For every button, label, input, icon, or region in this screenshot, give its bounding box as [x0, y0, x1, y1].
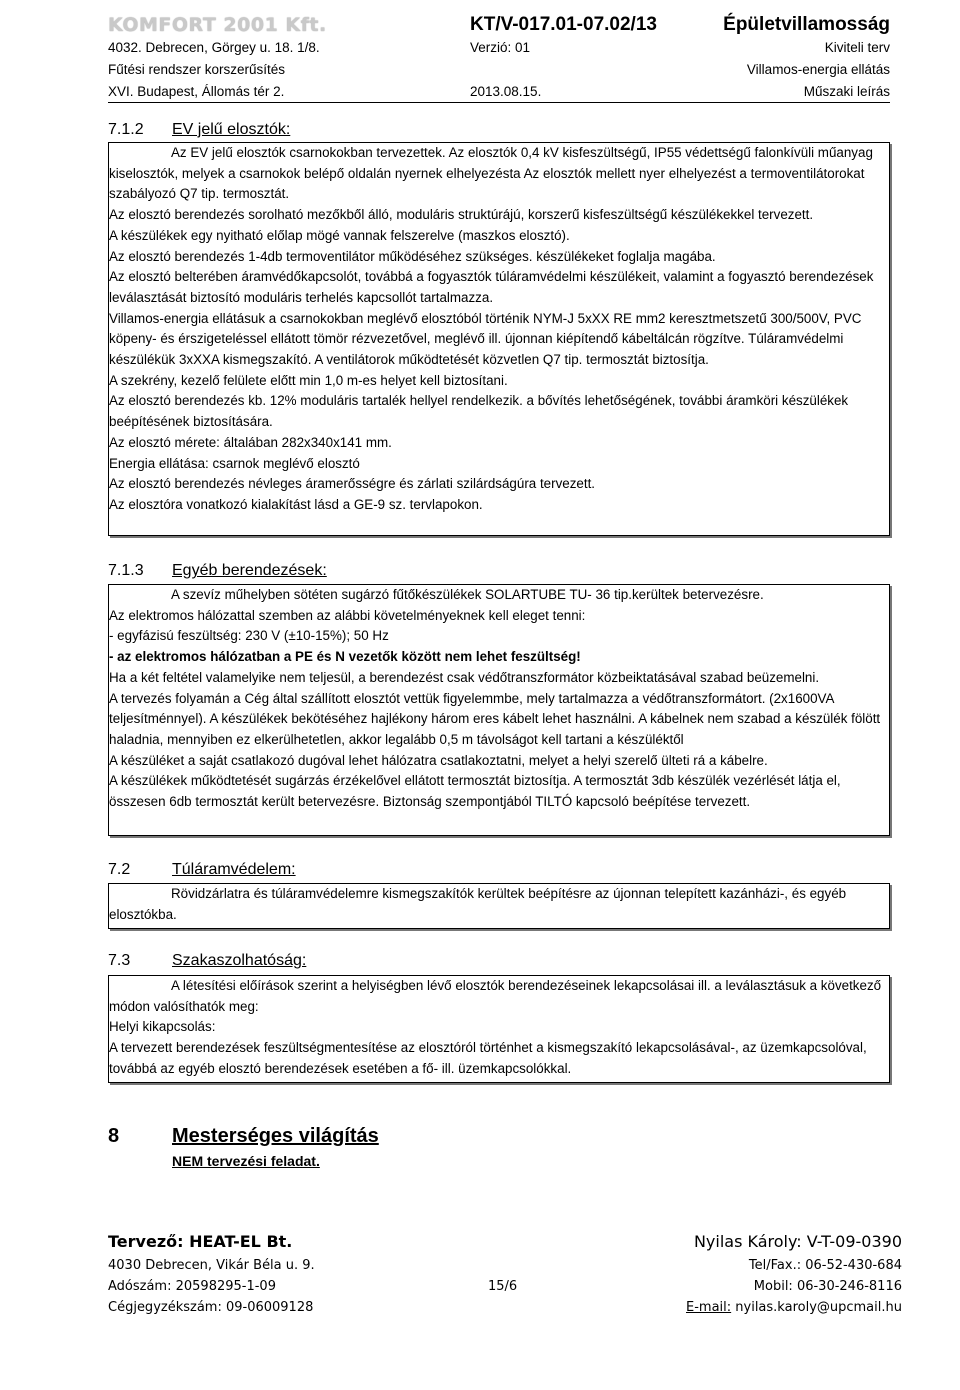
- header-divider: [108, 102, 890, 103]
- section-712-box: [108, 142, 890, 536]
- paragraph: Az elosztó belterében áramvédőkapcsolót, továbbá a fogyasztók túláramvédelmi készülékeit, valamint a fogyasztó berendezések leválasztását biztosító moduláris terhelés kapcsollót tartalmazza.: [109, 269, 874, 305]
- paragraph: A tervezés folyamán a Cég által szállított elosztót vettük figyelemmbe, mely tartalmazza a védőtranszformátort. (2x1600VA teljesítménnyel). A készülékek bekötéséhez hajlékony három eres kábelt lehet használni. A kábelnek nem szabad a készülék fölött haladnia, mennyiben ez elkerülhetetlen, akkor legalább 0,5 m távolságot kell tartani a készüléktől: [109, 690, 881, 747]
- mobile-number: Mobil: 06-30-246-8116: [753, 1279, 902, 1294]
- page-number: 15/6: [488, 1279, 518, 1294]
- paragraph: - egyfázisú feszültség: 230 V (±10-15%); 50 Hz: [109, 628, 389, 644]
- paragraph: A létesítési előírások szerint a helyiségben lévő elosztók berendezéseinek lekapcsolásai ill. a leválasztásuk a következő módon valósíthatók meg:: [109, 978, 882, 1014]
- document-type: Műszaki leírás: [803, 84, 890, 99]
- header-row-2: [108, 38, 890, 58]
- company-logo-text: KOMFORT 2001 Kft.: [108, 14, 327, 36]
- paragraph: Az elosztó berendezés sorolható mezőkből álló, moduláris struktúrájú, korszerű kisfeszültségű készülékekkel tervezett.: [109, 207, 814, 223]
- subject-name: Villamos-energia ellátás: [746, 62, 890, 77]
- section-title: Egyéb berendezések:: [172, 562, 327, 579]
- plan-type: Kiviteli terv: [824, 40, 890, 55]
- section-number: 7.1.2: [108, 121, 144, 138]
- section-72-box: [108, 883, 890, 929]
- warning-paragraph: - az elektromos hálózatban a PE és N vezetők között nem lehet feszültség!: [109, 649, 581, 665]
- section-8-note: NEM tervezési feladat.: [172, 1153, 320, 1169]
- paragraph: Helyi kikapcsolás:: [109, 1019, 216, 1035]
- section-73-box: [108, 975, 890, 1083]
- footer-row-2: [108, 1256, 902, 1276]
- document-date: 2013.08.15.: [470, 84, 542, 99]
- footer-row-4: [108, 1298, 902, 1318]
- section-8-heading: [108, 1125, 379, 1148]
- paragraph: A szekrény, kezelő felülete előtt min 1,0 m-es helyet kell biztosítani.: [109, 372, 508, 388]
- email-address[interactable]: nyilas.karoly@upcmail.hu: [731, 1300, 902, 1315]
- paragraph: A tervezett berendezések feszültségmentesítése az elosztóról történhet a kismegszakító lekapcsolásával-, az üzemkapcsolóval, továbbá az egyéb elosztó berendezések esetében a fő- ill. üzemkapcsolókkal.: [109, 1040, 867, 1076]
- header-row-3: [108, 60, 890, 80]
- footer-row-3: [108, 1277, 902, 1297]
- section-713-box: [108, 584, 890, 836]
- section-title: Mesterséges világítás: [172, 1125, 379, 1147]
- paragraph: Energia ellátása: csarnok meglévő elosztó: [109, 455, 360, 471]
- section-number: 7.2: [108, 861, 131, 878]
- section-number: 7.1.3: [108, 562, 144, 579]
- designer-company: Tervező: HEAT-EL Bt.: [108, 1232, 293, 1251]
- paragraph: Rövidzárlatra és túláramvédelemre kismegszakítók kerültek beépítésre az újonnan telepített kazánházi-, és egyéb elosztókba.: [109, 886, 847, 922]
- discipline-title: Épületvillamosság: [723, 14, 890, 35]
- paragraph: Az elektromos hálózattal szemben az alábbi követelményeknek kell eleget tenni:: [109, 607, 586, 623]
- project-name: Fűtési rendszer korszerűsítés: [108, 62, 286, 77]
- paragraph: A készüléket a saját csatlakozó dugóval lehet hálózatra csatlakoztatni, melyet a helyi szerelő ülteti rá a kábelre.: [109, 752, 768, 768]
- section-number: 8: [108, 1125, 120, 1147]
- paragraph: A készülékek működtetését sugárzás érzékelővel ellátott termosztát biztosítja. A termosztát 3db készülék vezérlését látja el, összesen 6db termosztát került betervezésre. Biztonság szempontjából TILTÓ kapcsoló beépítése tervezett.: [109, 773, 841, 810]
- paragraph: Az elosztó mérete: általában 282x340x141 mm.: [109, 434, 392, 450]
- document-id: KT/V-017.01-07.02/13: [470, 14, 657, 35]
- header-row-1: [108, 12, 890, 38]
- paragraph: Az elosztó berendezés 1-4db termoventilátor működéséhez szükséges. készülékeket foglalja magába.: [109, 248, 716, 264]
- section-712-heading: [108, 120, 290, 140]
- section-713-heading: [108, 561, 327, 581]
- email-label: E-mail:: [686, 1300, 732, 1315]
- designer-address: 4030 Debrecen, Vikár Béla u. 9.: [108, 1258, 315, 1273]
- paragraph: Villamos-energia ellátásuk a csarnokokban meglévő elosztóból történik NYM-J 5xXX RE mm2 keresztmetszetű 300/500V, PVC köpeny- és érszigeteléssel ellátott tömör rézvezetővel, meglévő ill. újonnan kiépítendő kábeltálcán rögzítve. Túláramvédelmi készülékük 3xXXA kismegszakító. A ventilátorok működtetését közvetlen Q7 tip. termosztát biztosítja.: [109, 310, 862, 368]
- paragraph: A készülékek egy nyitható előlap mögé vannak felszerelve (maszkos elosztó).: [109, 227, 570, 243]
- tax-number: Adószám: 20598295-1-09: [108, 1279, 276, 1294]
- site-address: XVI. Budapest, Állomás tér 2.: [108, 84, 285, 99]
- paragraph: Az elosztó berendezés kb. 12% moduláris tartalék hellyel rendelkezik. a bővítés lehetőségének, további áramköri készülékek beépítésének biztosítására.: [109, 393, 849, 430]
- section-title: Túláramvédelem:: [172, 861, 296, 878]
- section-title: Szakaszolhatóság:: [172, 952, 307, 969]
- version-label: Verzió: 01: [470, 40, 531, 55]
- paragraph: A szevíz műhelyben sötéten sugárzó fűtőkészülékek SOLARTUBE TU- 36 tip.kerültek betervezésre.: [171, 587, 764, 602]
- section-number: 7.3: [108, 952, 131, 969]
- tel-fax: Tel/Fax.: 06-52-430-684: [748, 1258, 902, 1273]
- paragraph: Az EV jelű elosztók csarnokokban tervezettek. Az elosztók 0,4 kV kisfeszültségű, IP55 védettségű falonkívüli műanyag kiselosztók, melyek a csarnokok belépő oldalán nyernek elhelyezésta Az elosztók mellett nyer elhelyezést a termoventilátorokat szabályozó Q7 tip. termosztát.: [109, 145, 873, 202]
- header-row-4: [108, 82, 890, 102]
- paragraph: Ha a két feltétel valamelyike nem teljesül, a berendezést csak védőtranszformátor közbeiktatásával szabad beüzemelni.: [109, 669, 820, 685]
- section-73-heading: [108, 951, 306, 971]
- paragraph: Az elosztó berendezés névleges áramerősségre és zárlati szilárdságúra tervezett.: [109, 476, 596, 492]
- company-address: 4032. Debrecen, Görgey u. 18. 1/8.: [108, 40, 320, 55]
- section-72-heading: [108, 860, 296, 880]
- registration-number: Cégjegyzékszám: 09-06009128: [108, 1300, 314, 1315]
- engineer-name: Nyilas Károly: V-T-09-0390: [693, 1232, 902, 1251]
- footer-row-1: [108, 1230, 902, 1254]
- paragraph: Az elosztóra vonatkozó kialakítást lásd a GE-9 sz. tervlapokon.: [109, 496, 483, 512]
- section-title: EV jelű elosztók:: [172, 121, 291, 138]
- email-contact: [686, 1298, 902, 1318]
